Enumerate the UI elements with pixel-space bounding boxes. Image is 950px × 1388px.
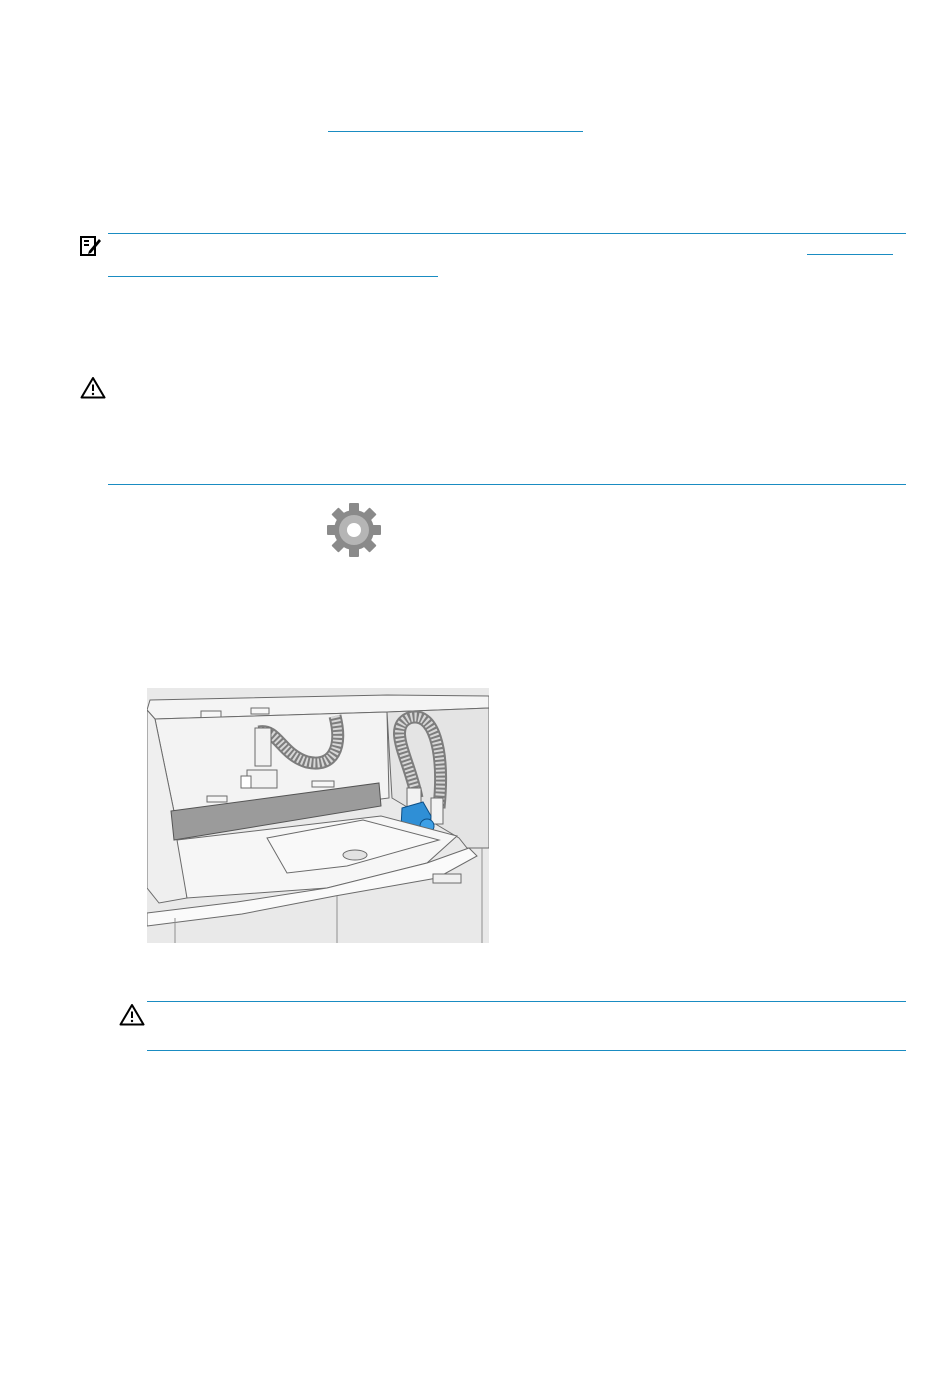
printer-material-hopper-illustration	[147, 688, 489, 943]
note-pencil-icon	[80, 235, 102, 257]
warning-2-top-rule	[147, 1001, 906, 1002]
warning-bottom-rule	[108, 484, 906, 485]
warning-triangle-icon	[119, 1003, 145, 1026]
warning-2-bottom-rule	[147, 1050, 906, 1051]
gear-icon	[326, 502, 382, 558]
note-link-continued[interactable]	[108, 258, 438, 277]
top-link[interactable]	[328, 112, 583, 132]
note-link[interactable]	[807, 236, 893, 255]
note-top-rule	[108, 233, 906, 234]
warning-triangle-icon	[80, 376, 106, 399]
